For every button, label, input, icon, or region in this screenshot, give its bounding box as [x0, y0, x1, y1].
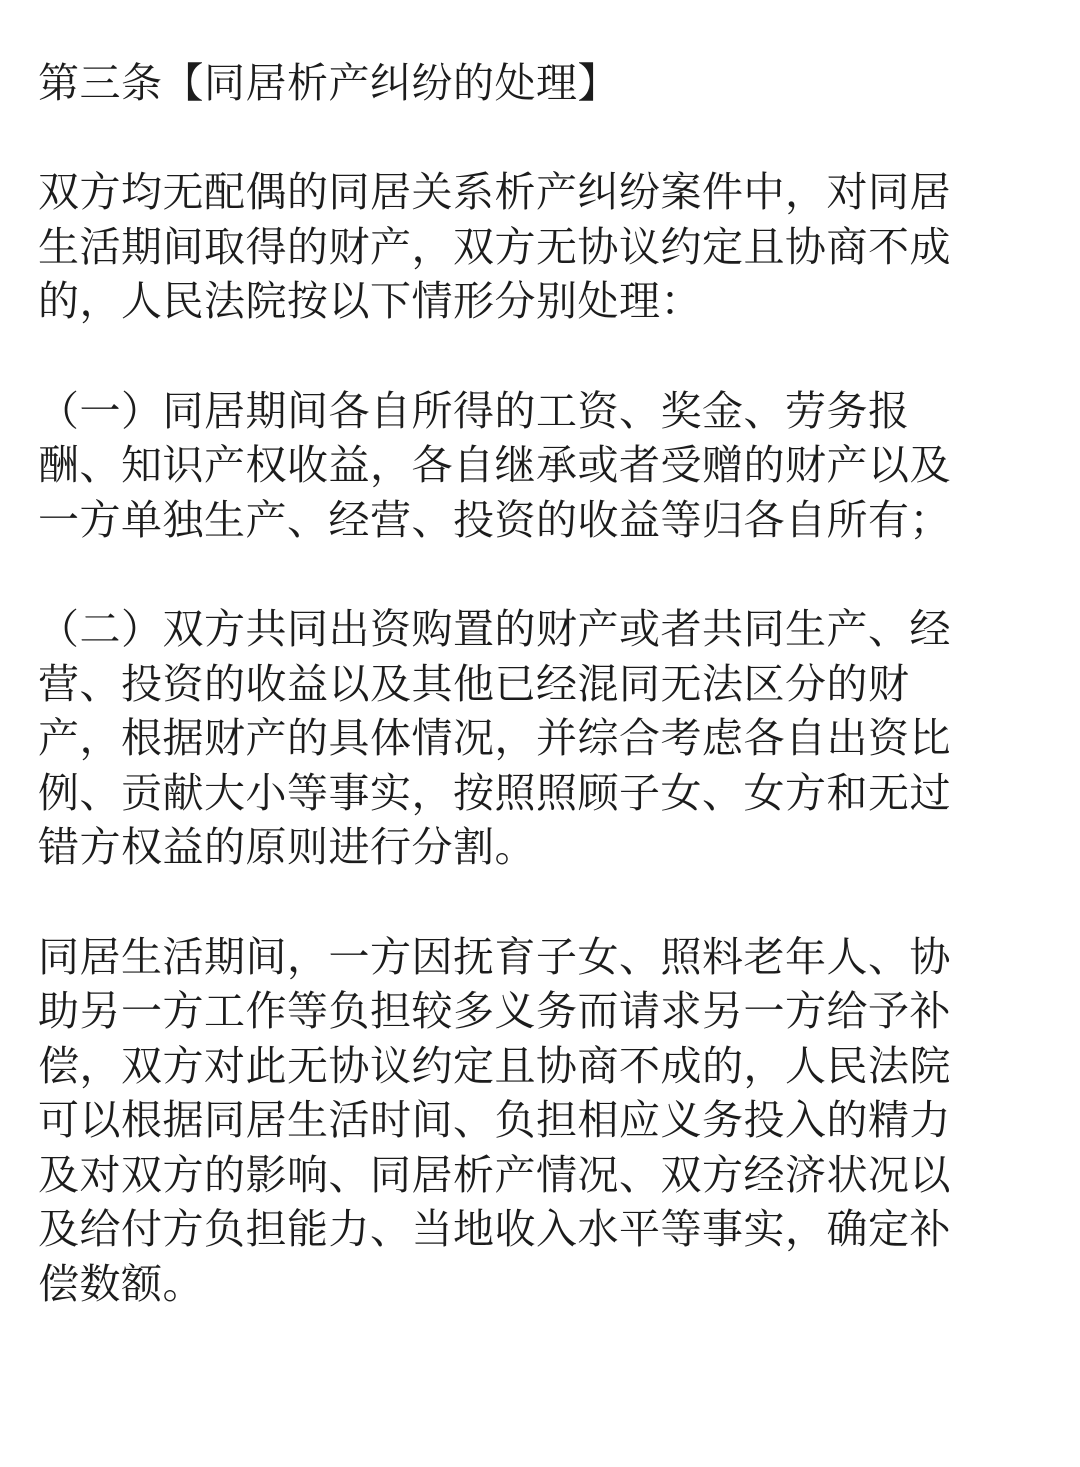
text-line: （二）双方共同出资购置的财产或者共同生产、经	[38, 604, 951, 653]
paragraph-item-1	[38, 384, 1038, 548]
text-line: 一方单独生产、经营、投资的收益等归各自所有；	[38, 495, 951, 544]
paragraph-compensation	[38, 930, 1038, 1312]
text-line: 生活期间取得的财产，双方无协议约定且协商不成	[38, 222, 951, 271]
text-line: 双方均无配偶的同居关系析产纠纷案件中，对同居	[38, 168, 951, 217]
text-line: 例、贡献大小等事实，按照照顾子女、女方和无过	[38, 768, 951, 817]
article-title-text: 第三条【同居析产纠纷的处理】	[38, 59, 619, 107]
document-body	[38, 56, 1038, 1366]
text-line: 错方权益的原则进行分割。	[38, 823, 536, 872]
paragraph-intro	[38, 165, 1038, 329]
text-line: 及对双方的影响、同居析产情况、双方经济状况以	[38, 1150, 951, 1199]
text-line: 营、投资的收益以及其他已经混同无法区分的财	[38, 659, 910, 708]
text-line: 助另一方工作等负担较多义务而请求另一方给予补	[38, 987, 951, 1036]
text-line: 产，根据财产的具体情况，并综合考虑各自出资比	[38, 714, 951, 763]
text-line: 可以根据同居生活时间、负担相应义务投入的精力	[38, 1096, 951, 1145]
text-line: 及给付方负担能力、当地收入水平等事实，确定补	[38, 1205, 951, 1254]
text-line: 的，人民法院按以下情形分别处理：	[38, 277, 702, 326]
text-line: 偿，双方对此无协议约定且协商不成的，人民法院	[38, 1041, 951, 1090]
text-line: 酬、知识产权收益，各自继承或者受赠的财产以及	[38, 441, 951, 490]
article-title	[38, 56, 1038, 111]
text-line: 同居生活期间，一方因抚育子女、照料老年人、协	[38, 932, 951, 981]
text-line: 偿数额。	[38, 1260, 204, 1309]
paragraph-item-2	[38, 602, 1038, 875]
text-line: （一）同居期间各自所得的工资、奖金、劳务报	[38, 386, 910, 435]
